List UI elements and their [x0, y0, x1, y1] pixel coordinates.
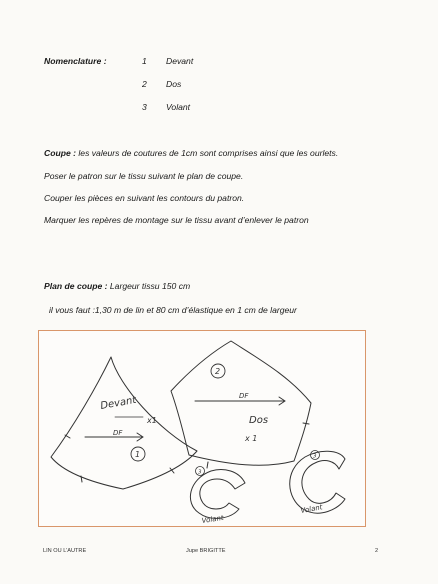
volant-left-number: 3 — [198, 469, 202, 476]
footer-pattern-name: Jupe BRIGITTE — [186, 548, 226, 554]
devant-piece-outline — [51, 357, 197, 489]
plan-de-coupe-largeur: Largeur tissu 150 cm — [109, 281, 191, 291]
coupe-text-1: les valeurs de coutures de 1cm sont comprises ainsi que les ourlets. — [78, 148, 339, 158]
dos-piece-outline — [171, 341, 311, 465]
nomenclature-item-dos: Dos — [166, 79, 182, 89]
devant-number: 1 — [135, 450, 141, 459]
coupe-line-4: Marquer les repères de montage sur le tissu avant d’enlever le patron — [44, 215, 309, 225]
cutting-layout-diagram — [38, 330, 366, 527]
dos-df: DF — [239, 392, 249, 400]
nomenclature-num-3: 3 — [142, 102, 147, 112]
dos-qty: x 1 — [245, 434, 258, 443]
volant-right-number: 3 — [313, 453, 317, 460]
nomenclature-item-volant: Volant — [166, 102, 191, 112]
coupe-line-1 — [44, 148, 338, 158]
nomenclature-item-devant: Devant — [166, 56, 194, 66]
coupe-label: Coupe : — [44, 148, 76, 158]
nomenclature-num-2: 2 — [142, 79, 147, 89]
nomenclature-num-1: 1 — [142, 56, 147, 66]
devant-df: DF — [113, 429, 123, 437]
devant-qty: x1 — [147, 416, 157, 425]
coupe-line-3: Couper les pièces en suivant les contours du patron. — [44, 193, 245, 203]
nomenclature-label: Nomenclature : — [44, 56, 107, 66]
cutting-layout-drawing — [39, 331, 367, 528]
plan-de-coupe-besoin: il vous faut :1,30 m de lin et 80 cm d’élastique en 1 cm de largeur — [49, 305, 297, 315]
plan-de-coupe-heading — [44, 281, 190, 291]
volant-right-label: Volant — [299, 503, 324, 515]
dos-number: 2 — [215, 367, 221, 376]
plan-de-coupe-label: Plan de coupe : — [44, 281, 108, 291]
devant-label: Devant — [99, 394, 138, 412]
footer-page-number: 2 — [375, 548, 379, 554]
volant-left-label: Volant — [201, 513, 225, 525]
coupe-line-2: Poser le patron sur le tissu suivant le plan de coupe. — [44, 171, 244, 181]
dos-label: Dos — [249, 415, 269, 426]
footer-brand: LIN OU L’AUTRE — [43, 548, 87, 554]
volant-left-outline — [190, 470, 245, 519]
